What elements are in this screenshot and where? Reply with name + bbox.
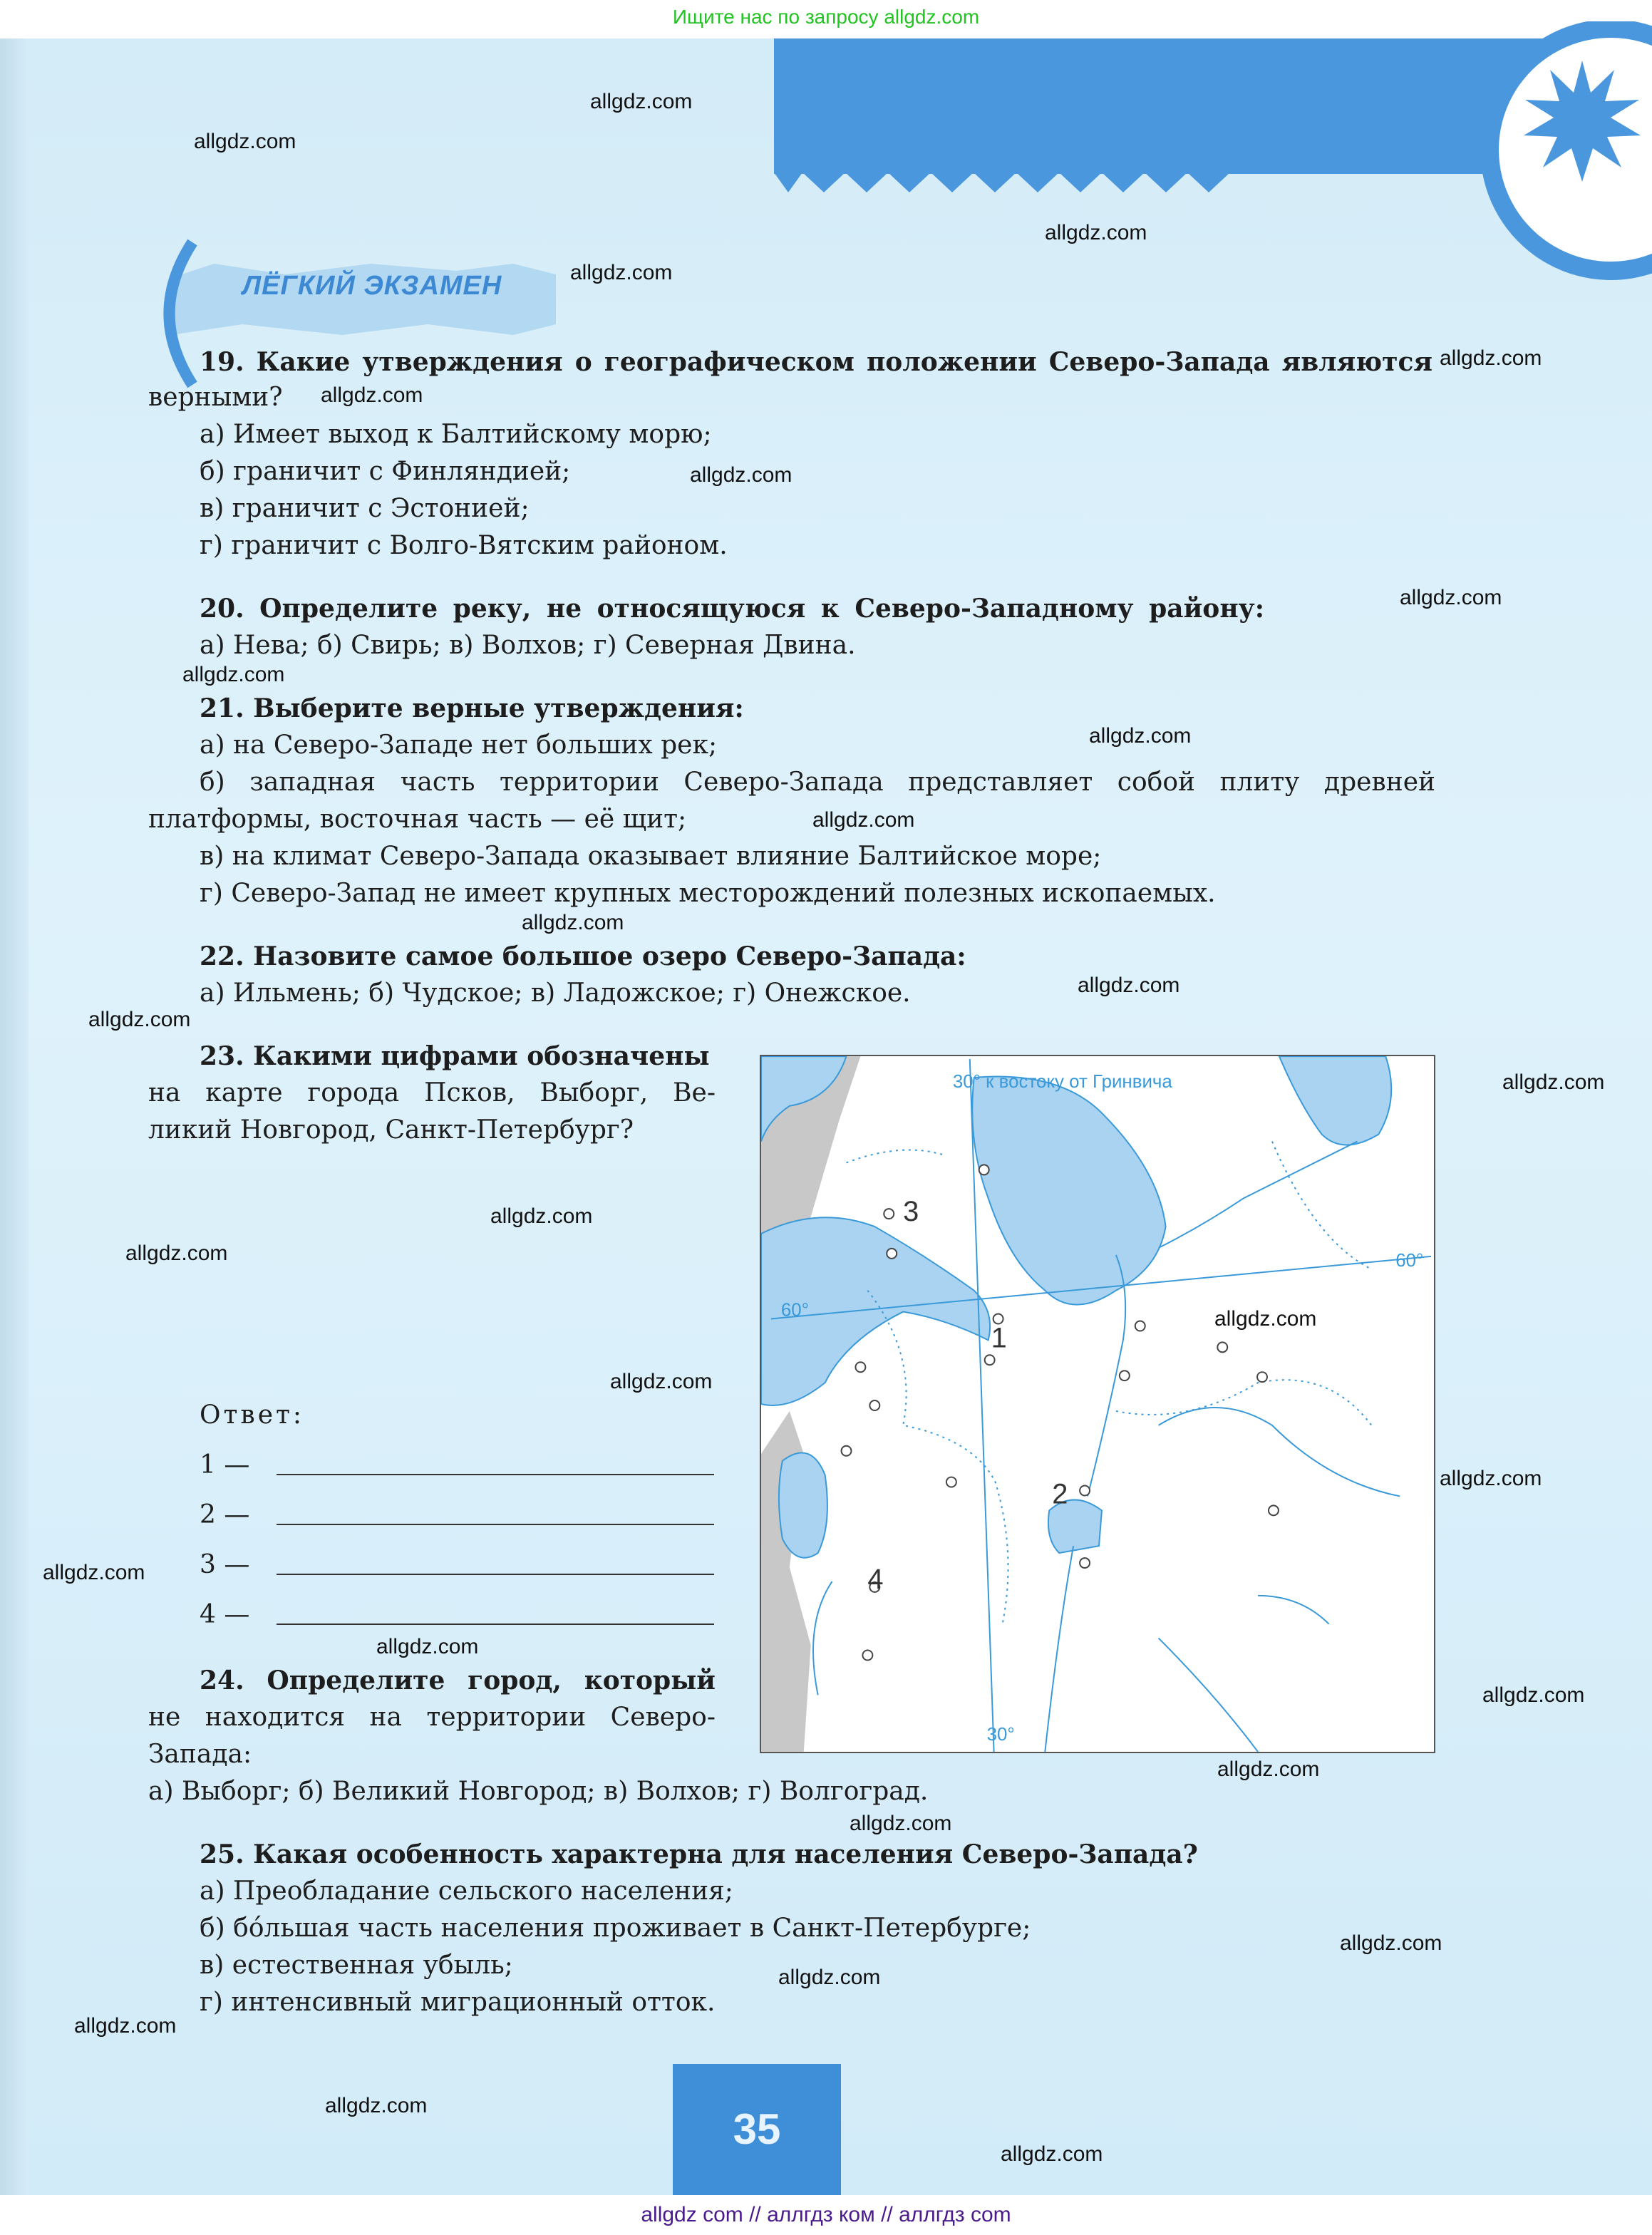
watermark: allgdz.com	[1214, 1307, 1317, 1331]
answer-2-field[interactable]	[277, 1524, 714, 1525]
q25-option-d: г) интенсивный миграционный отток.	[200, 1988, 716, 2017]
watermark: allgdz.com	[778, 1966, 881, 1989]
top-banner: Ищите нас по запросу allgdz.com	[0, 0, 1652, 38]
answer-label: Ответ:	[200, 1400, 305, 1430]
q21-option-a: а) на Северо-Западе нет больших рек;	[200, 731, 718, 760]
q24-options: а) Выборг; б) Великий Новгород; в) Волхов; г) Волгоград.	[148, 1777, 929, 1806]
q19-option-a: а) Имеет выход к Балтийскому морю;	[200, 420, 712, 449]
question-19-title	[200, 344, 1432, 381]
question-20-title: 20. Определите реку, не относящуюся к Северо-Западному району:	[200, 594, 1264, 624]
question-24-title-cont: не находится на территории Северо-	[148, 1703, 716, 1732]
star-icon	[1518, 57, 1646, 185]
question-24-title: 24. Определите город, который	[200, 1666, 716, 1695]
watermark: allgdz.com	[490, 1204, 593, 1228]
watermark: allgdz.com	[1400, 586, 1502, 609]
q21-option-d: г) Северо-Запад не имеет крупных месторождений полезных ископаемых.	[200, 879, 1216, 908]
answer-1-field[interactable]	[277, 1474, 714, 1475]
q25-option-b: б) бóльшая часть населения проживает в Санкт-Петербурге;	[200, 1914, 1031, 1943]
watermark: allgdz.com	[88, 1008, 191, 1031]
q19-option-c: в) граничит с Эстонией;	[200, 494, 530, 523]
parallel-right-label: 60°	[1395, 1250, 1424, 1271]
watermark: allgdz.com	[1440, 1467, 1542, 1490]
q25-option-a: а) Преобладание сельского населения;	[200, 1877, 733, 1906]
lake-onega	[1279, 1056, 1391, 1145]
map-drawing	[761, 1056, 1434, 1752]
marker-4: 4	[867, 1563, 884, 1595]
watermark: allgdz.com	[812, 808, 915, 832]
marker-1: 1	[991, 1322, 1007, 1354]
watermark: allgdz.com	[1089, 724, 1192, 748]
bottom-banner: allgdz com // аллгдз ком // аллгдз com	[0, 2195, 1652, 2235]
parallel-left-label: 60°	[780, 1300, 810, 1321]
watermark: allgdz.com	[125, 1242, 228, 1265]
watermark: allgdz.com	[610, 1370, 713, 1393]
page-spine-shadow	[0, 38, 29, 2195]
watermark: allgdz.com	[1217, 1757, 1320, 1781]
q19-option-b: б) граничит с Финляндией;	[200, 457, 571, 486]
watermark: allgdz.com	[182, 663, 285, 686]
badge-arc	[143, 235, 200, 392]
lake-peipus	[779, 1452, 827, 1557]
meridian-label: 30° к востоку от Гринвича	[952, 1071, 1172, 1092]
watermark: allgdz.com	[376, 1635, 479, 1658]
q21-option-b-cont: платформы, восточная часть — её щит;	[148, 805, 687, 834]
answer-3-field[interactable]	[277, 1574, 714, 1575]
watermark: allgdz.com	[570, 261, 673, 284]
watermark: allgdz.com	[325, 2094, 428, 2117]
question-21-title: 21. Выберите верные утверждения:	[200, 693, 744, 723]
answer-3-label: 3 —	[200, 1550, 250, 1579]
watermark: allgdz.com	[43, 1561, 145, 1584]
watermark: allgdz.com	[194, 130, 296, 153]
watermark: allgdz.com	[1001, 2142, 1103, 2166]
answer-4-field[interactable]	[277, 1624, 714, 1625]
question-25-title: 25. Какая особенность характерна для населения Северо-Запада?	[200, 1839, 1198, 1869]
question-23-title-cont2: ликий Новгород, Санкт-Петербург?	[148, 1115, 634, 1145]
lake-ladoga	[972, 1077, 1165, 1305]
question-24-title-cont2: Запада:	[148, 1740, 252, 1769]
watermark: allgdz.com	[1482, 1683, 1585, 1707]
q21-option-b: б) западная часть территории Северо-Запада представляет собой плиту древней	[200, 768, 1435, 797]
q22-options: а) Ильмень; б) Чудское; в) Ладожское; г) Онежское.	[200, 979, 911, 1008]
q19-option-d: г) граничит с Волго-Вятским районом.	[200, 531, 728, 560]
watermark: allgdz.com	[74, 2014, 177, 2038]
question-22-title: 22. Назовите самое большое озеро Северо-Запада:	[200, 941, 966, 971]
question-23-title: 23. Какими цифрами обозначены	[200, 1041, 710, 1071]
section-badge: ЛЁГКИЙ ЭКЗАМЕН	[242, 271, 502, 301]
watermark: allgdz.com	[1440, 346, 1542, 370]
watermark: allgdz.com	[1078, 974, 1180, 997]
watermark: allgdz.com	[1045, 221, 1147, 244]
q19-title-text: 19. Какие утверждения о географическом положении Северо-Запада являются	[200, 347, 1432, 377]
marker-2: 2	[1052, 1478, 1068, 1510]
answer-1-label: 1 —	[200, 1450, 250, 1480]
watermark: allgdz.com	[522, 911, 624, 934]
question-23-title-cont: на карте города Псков, Выборг, Ве-	[148, 1078, 716, 1108]
page-number: 35	[673, 2064, 841, 2195]
answer-2-label: 2 —	[200, 1500, 250, 1529]
watermark: allgdz.com	[1340, 1931, 1442, 1955]
question-19-title-cont: верными?	[148, 383, 283, 412]
answer-4-label: 4 —	[200, 1600, 250, 1629]
marker-3: 3	[903, 1196, 919, 1228]
watermark: allgdz.com	[321, 383, 423, 407]
watermark: allgdz.com	[590, 90, 693, 113]
watermark: allgdz.com	[850, 1812, 952, 1835]
q20-options: а) Нева; б) Свирь; в) Волхов; г) Северная Двина.	[200, 631, 856, 660]
watermark: allgdz.com	[690, 463, 793, 487]
meridian-bottom-label: 30°	[986, 1725, 1015, 1745]
q25-option-c: в) естественная убыль;	[200, 1951, 513, 1980]
northwest-map	[760, 1055, 1435, 1753]
q21-option-c: в) на климат Северо-Запада оказывает влияние Балтийское море;	[200, 842, 1102, 871]
watermark: allgdz.com	[1502, 1070, 1605, 1094]
